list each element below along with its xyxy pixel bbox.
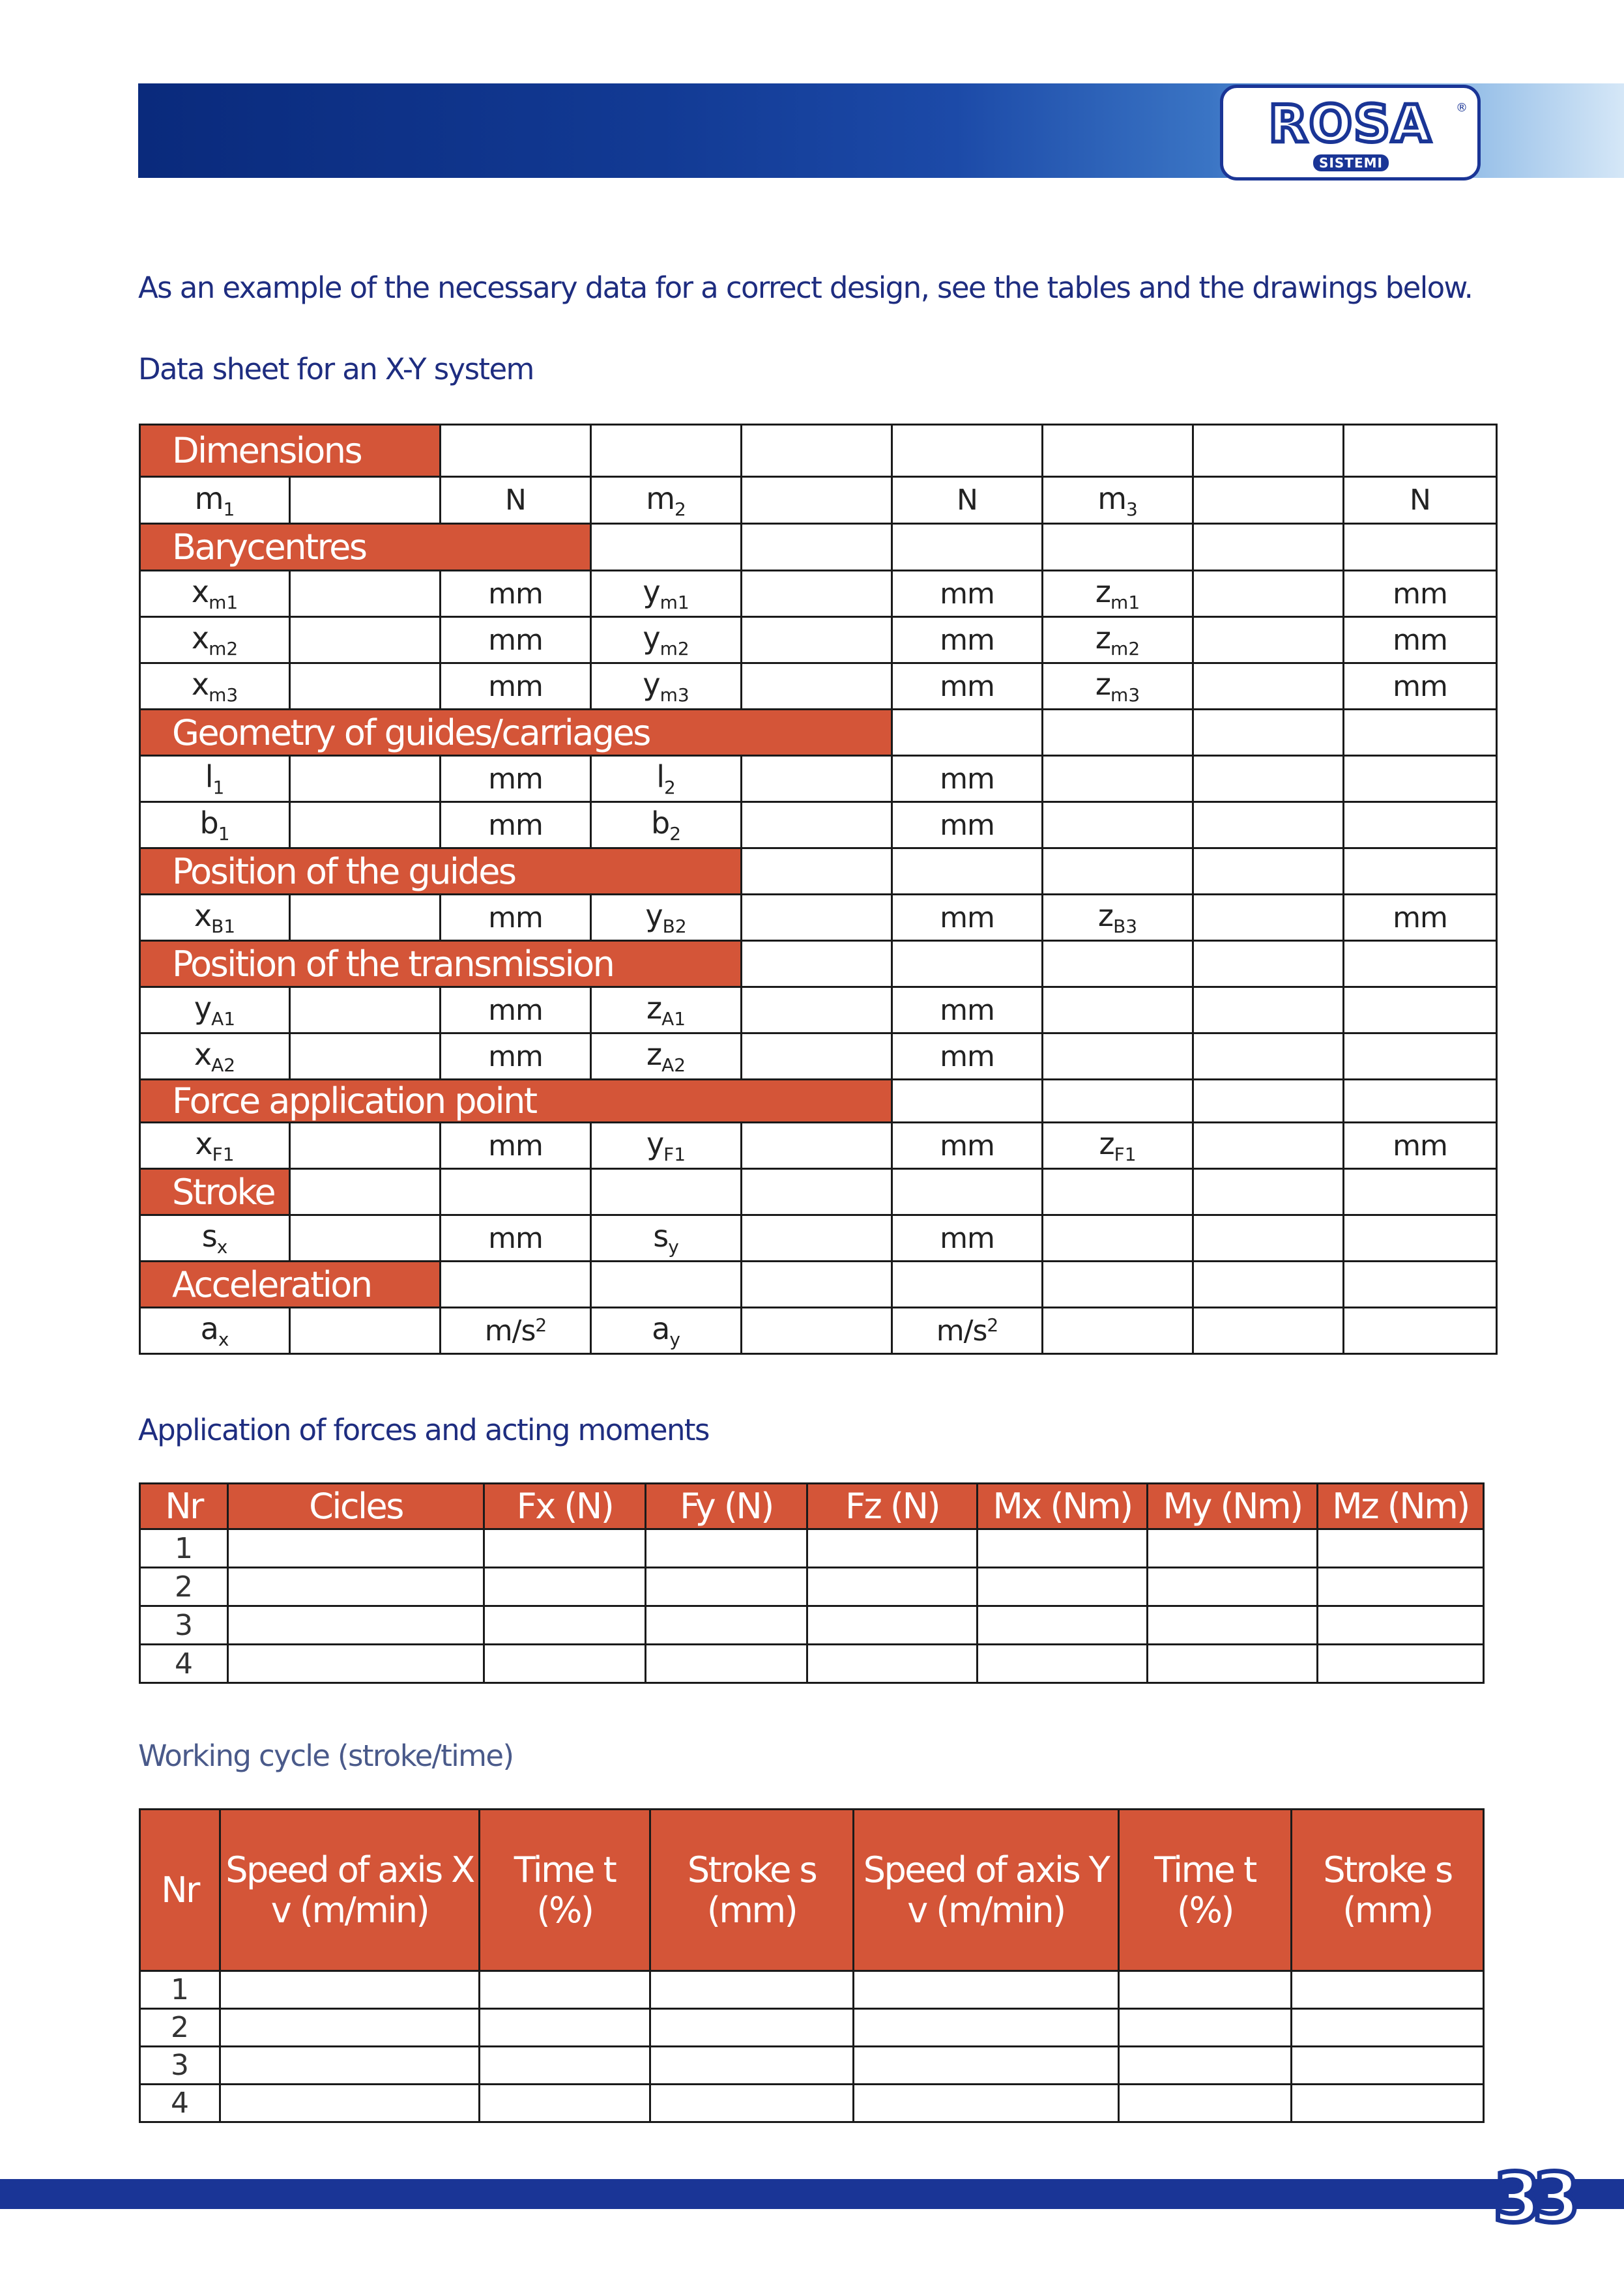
table-row <box>140 1033 1497 1080</box>
blank-cell <box>1193 1308 1344 1354</box>
input-cell[interactable] <box>290 663 441 710</box>
input-cell[interactable] <box>854 1971 1119 2009</box>
unit-label: mm <box>892 1033 1043 1080</box>
unit-label: $m/s^2$ <box>441 1308 591 1354</box>
blank-cell <box>1043 524 1193 571</box>
input-cell[interactable] <box>1318 1568 1484 1606</box>
blank-cell <box>1043 756 1193 802</box>
row-number: 4 <box>140 2085 220 2122</box>
input-cell[interactable] <box>1119 2047 1292 2085</box>
blank-cell <box>892 524 1043 571</box>
input-cell[interactable] <box>742 1033 892 1080</box>
unit-label: mm <box>892 663 1043 710</box>
input-cell[interactable] <box>228 1568 484 1606</box>
unit-label: mm <box>1344 617 1497 663</box>
input-cell[interactable] <box>484 1529 646 1568</box>
blank-cell <box>1344 1308 1497 1354</box>
input-cell[interactable] <box>1318 1606 1484 1645</box>
section-barycentres <box>140 524 1497 571</box>
input-cell[interactable] <box>1193 895 1344 941</box>
blank-cell <box>441 425 591 477</box>
column-header: Speed of axis Y v (m/min) <box>854 1810 1119 1971</box>
blank-cell <box>1193 1262 1344 1308</box>
unit-label: mm <box>892 1215 1043 1262</box>
input-cell[interactable] <box>650 2085 854 2122</box>
table-row <box>140 802 1497 848</box>
blank-cell <box>742 425 892 477</box>
input-cell[interactable] <box>480 1971 650 2009</box>
section-transmission <box>140 941 1497 987</box>
row-number: 2 <box>140 2009 220 2047</box>
input-cell[interactable] <box>854 2009 1119 2047</box>
unit-label: mm <box>441 756 591 802</box>
symbol-label: $s_x$ <box>140 1215 290 1262</box>
table-row <box>140 1645 1484 1683</box>
input-cell[interactable] <box>1193 663 1344 710</box>
input-cell[interactable] <box>290 895 441 941</box>
row-number: 1 <box>140 1971 220 2009</box>
blank-cell <box>1193 941 1344 987</box>
input-cell[interactable] <box>228 1606 484 1645</box>
input-cell[interactable] <box>1148 1645 1318 1683</box>
table-row <box>140 1606 1484 1645</box>
table-row <box>140 571 1497 617</box>
input-cell[interactable] <box>1292 2047 1484 2085</box>
intro-text: As an example of the necessary data for a correct design, see the tables and the drawings below. <box>138 270 1473 305</box>
input-cell[interactable] <box>220 2085 480 2122</box>
unit-label: mm <box>892 617 1043 663</box>
row-number: 1 <box>140 1529 228 1568</box>
section-title: Barycentres <box>140 524 591 571</box>
unit-label: mm <box>441 1215 591 1262</box>
symbol-label: $z_{m2}$ <box>1043 617 1193 663</box>
symbol-label: $z_{m3}$ <box>1043 663 1193 710</box>
input-cell[interactable] <box>807 1645 978 1683</box>
table-row <box>140 895 1497 941</box>
blank-cell <box>1344 756 1497 802</box>
blank-cell <box>742 1169 892 1215</box>
blank-cell <box>1043 941 1193 987</box>
table-row <box>140 1308 1497 1354</box>
sheet-caption: Data sheet for an X-Y system <box>138 352 534 386</box>
blank-cell <box>1043 1215 1193 1262</box>
input-cell[interactable] <box>650 2009 854 2047</box>
table-row <box>140 617 1497 663</box>
input-cell[interactable] <box>1148 1568 1318 1606</box>
blank-cell <box>1344 1033 1497 1080</box>
blank-cell <box>1043 1308 1193 1354</box>
column-header: Fx (N) <box>484 1484 646 1529</box>
blank-cell <box>742 848 892 895</box>
column-header: Time t (%) <box>1119 1810 1292 1971</box>
table-row <box>140 1971 1484 2009</box>
column-header: Speed of axis X v (m/min) <box>220 1810 480 1971</box>
table-row <box>140 2085 1484 2122</box>
symbol-label: $y_{m2}$ <box>591 617 742 663</box>
footer-band <box>0 2179 1624 2209</box>
input-cell[interactable] <box>742 802 892 848</box>
blank-cell <box>1193 848 1344 895</box>
unit-label: mm <box>441 802 591 848</box>
input-cell[interactable] <box>1148 1606 1318 1645</box>
input-cell[interactable] <box>1292 2085 1484 2122</box>
input-cell[interactable] <box>742 477 892 524</box>
table-row <box>140 2009 1484 2047</box>
input-cell[interactable] <box>290 802 441 848</box>
column-header: Nr <box>140 1810 220 1971</box>
input-cell[interactable] <box>1119 2009 1292 2047</box>
blank-cell <box>742 941 892 987</box>
symbol-label: $y_{F1}$ <box>591 1123 742 1169</box>
input-cell[interactable] <box>228 1529 484 1568</box>
unit-label: mm <box>1344 663 1497 710</box>
input-cell[interactable] <box>290 987 441 1033</box>
input-cell[interactable] <box>978 1645 1148 1683</box>
blank-cell <box>742 524 892 571</box>
input-cell[interactable] <box>742 663 892 710</box>
blank-cell <box>1344 848 1497 895</box>
input-cell[interactable] <box>290 1215 441 1262</box>
symbol-label: $x_{m3}$ <box>140 663 290 710</box>
input-cell[interactable] <box>220 2009 480 2047</box>
blank-cell <box>290 1169 441 1215</box>
column-header: My (Nm) <box>1148 1484 1318 1529</box>
table-row <box>140 1568 1484 1606</box>
input-cell[interactable] <box>742 571 892 617</box>
blank-cell <box>1344 1215 1497 1262</box>
unit-label: mm <box>441 1123 591 1169</box>
blank-cell <box>1043 802 1193 848</box>
input-cell[interactable] <box>742 895 892 941</box>
blank-cell <box>1043 425 1193 477</box>
blank-cell <box>1193 987 1344 1033</box>
column-header: Stroke s (mm) <box>650 1810 854 1971</box>
rosa-sistemi-logo <box>1220 85 1481 181</box>
unit-label: mm <box>441 987 591 1033</box>
section-title: Position of the guides <box>140 848 742 895</box>
forces-caption: Application of forces and acting moments <box>138 1413 709 1447</box>
symbol-label: $s_y$ <box>591 1215 742 1262</box>
unit-label: mm <box>892 802 1043 848</box>
cycle-caption: Working cycle (stroke/time) <box>138 1739 514 1773</box>
input-cell[interactable] <box>220 2047 480 2085</box>
section-force-point <box>140 1080 1497 1123</box>
blank-cell <box>1043 710 1193 756</box>
input-cell[interactable] <box>978 1568 1148 1606</box>
blank-cell <box>1043 1080 1193 1123</box>
input-cell[interactable] <box>1193 477 1344 524</box>
unit-label: mm <box>441 571 591 617</box>
symbol-label: $x_{m1}$ <box>140 571 290 617</box>
blank-cell <box>1193 756 1344 802</box>
input-cell[interactable] <box>1318 1529 1484 1568</box>
logo-wordmark: ROSA <box>1268 95 1432 154</box>
blank-cell <box>1344 1169 1497 1215</box>
input-cell[interactable] <box>220 1971 480 2009</box>
unit-label: mm <box>892 987 1043 1033</box>
blank-cell <box>1043 1033 1193 1080</box>
input-cell[interactable] <box>484 1568 646 1606</box>
table-row <box>140 477 1497 524</box>
column-header: Mz (Nm) <box>1318 1484 1484 1529</box>
row-number: 3 <box>140 2047 220 2085</box>
unit-label: N <box>1344 477 1497 524</box>
input-cell[interactable] <box>854 2047 1119 2085</box>
column-header: Cicles <box>228 1484 484 1529</box>
working-cycle-table <box>139 1808 1485 2123</box>
blank-cell <box>892 710 1043 756</box>
section-title: Geometry of guides/carriages <box>140 710 892 756</box>
blank-cell <box>1193 1169 1344 1215</box>
blank-cell <box>1043 1262 1193 1308</box>
input-cell[interactable] <box>854 2085 1119 2122</box>
blank-cell <box>892 1262 1043 1308</box>
input-cell[interactable] <box>807 1568 978 1606</box>
symbol-label: $m_2$ <box>591 477 742 524</box>
table-header-row <box>140 1484 1484 1529</box>
section-stroke <box>140 1169 1497 1215</box>
input-cell[interactable] <box>650 1971 854 2009</box>
table-row <box>140 663 1497 710</box>
input-cell[interactable] <box>807 1606 978 1645</box>
input-cell[interactable] <box>742 987 892 1033</box>
table-row <box>140 756 1497 802</box>
input-cell[interactable] <box>742 1123 892 1169</box>
input-cell[interactable] <box>1318 1645 1484 1683</box>
input-cell[interactable] <box>1119 2085 1292 2122</box>
section-title: Stroke <box>140 1169 290 1215</box>
unit-label: mm <box>892 895 1043 941</box>
unit-label: $m/s^2$ <box>892 1308 1043 1354</box>
blank-cell <box>591 524 742 571</box>
input-cell[interactable] <box>978 1606 1148 1645</box>
page-number: 33 <box>1493 2158 1573 2238</box>
table-header-row <box>140 1810 1484 1971</box>
unit-label: mm <box>441 663 591 710</box>
input-cell[interactable] <box>807 1529 978 1568</box>
symbol-label: $y_{A1}$ <box>140 987 290 1033</box>
input-cell[interactable] <box>290 756 441 802</box>
input-cell[interactable] <box>484 1606 646 1645</box>
blank-cell <box>1193 425 1344 477</box>
blank-cell <box>1344 802 1497 848</box>
input-cell[interactable] <box>290 1123 441 1169</box>
symbol-label: $z_{F1}$ <box>1043 1123 1193 1169</box>
input-cell[interactable] <box>646 1529 807 1568</box>
input-cell[interactable] <box>228 1645 484 1683</box>
blank-cell <box>1043 987 1193 1033</box>
blank-cell <box>892 1080 1043 1123</box>
table-row <box>140 1529 1484 1568</box>
symbol-label: $l_2$ <box>591 756 742 802</box>
blank-cell <box>1193 1033 1344 1080</box>
table-row <box>140 2047 1484 2085</box>
symbol-label: $b_2$ <box>591 802 742 848</box>
section-title: Position of the transmission <box>140 941 742 987</box>
symbol-label: $m_3$ <box>1043 477 1193 524</box>
input-cell[interactable] <box>484 1645 646 1683</box>
input-cell[interactable] <box>1193 1123 1344 1169</box>
symbol-label: $z_{B3}$ <box>1043 895 1193 941</box>
symbol-label: $x_{m2}$ <box>140 617 290 663</box>
input-cell[interactable] <box>742 1215 892 1262</box>
unit-label: mm <box>441 1033 591 1080</box>
table-row <box>140 1215 1497 1262</box>
table-row <box>140 987 1497 1033</box>
blank-cell <box>1193 1080 1344 1123</box>
section-acceleration <box>140 1262 1497 1308</box>
section-title: Force application point <box>140 1080 892 1123</box>
input-cell[interactable] <box>290 571 441 617</box>
blank-cell <box>892 848 1043 895</box>
input-cell[interactable] <box>742 1308 892 1354</box>
blank-cell <box>1344 1262 1497 1308</box>
input-cell[interactable] <box>742 617 892 663</box>
blank-cell <box>1344 524 1497 571</box>
input-cell[interactable] <box>1292 1971 1484 2009</box>
unit-label: mm <box>1344 571 1497 617</box>
column-header: Time t (%) <box>480 1810 650 1971</box>
input-cell[interactable] <box>290 477 441 524</box>
input-cell[interactable] <box>480 2085 650 2122</box>
blank-cell <box>892 941 1043 987</box>
blank-cell <box>892 1169 1043 1215</box>
blank-cell <box>1193 524 1344 571</box>
blank-cell <box>1043 1169 1193 1215</box>
row-number: 2 <box>140 1568 228 1606</box>
symbol-label: $a_y$ <box>591 1308 742 1354</box>
symbol-label: $b_1$ <box>140 802 290 848</box>
blank-cell <box>1344 987 1497 1033</box>
row-number: 4 <box>140 1645 228 1683</box>
blank-cell <box>1344 710 1497 756</box>
unit-label: N <box>892 477 1043 524</box>
section-title: Dimensions <box>140 425 441 477</box>
column-header: Fz (N) <box>807 1484 978 1529</box>
xy-data-sheet-table <box>139 424 1498 1355</box>
blank-cell <box>591 1169 742 1215</box>
blank-cell <box>1193 802 1344 848</box>
blank-cell <box>591 1262 742 1308</box>
input-cell[interactable] <box>1292 2009 1484 2047</box>
input-cell[interactable] <box>290 617 441 663</box>
section-dimensions <box>140 425 1497 477</box>
symbol-label: $y_{m3}$ <box>591 663 742 710</box>
unit-label: mm <box>892 756 1043 802</box>
unit-label: mm <box>1344 895 1497 941</box>
input-cell[interactable] <box>480 2047 650 2085</box>
unit-label: mm <box>892 571 1043 617</box>
blank-cell <box>1344 1080 1497 1123</box>
section-geometry <box>140 710 1497 756</box>
row-number: 3 <box>140 1606 228 1645</box>
blank-cell <box>892 425 1043 477</box>
input-cell[interactable] <box>646 1606 807 1645</box>
input-cell[interactable] <box>480 2009 650 2047</box>
unit-label: mm <box>892 1123 1043 1169</box>
input-cell[interactable] <box>650 2047 854 2085</box>
column-header: Stroke s (mm) <box>1292 1810 1484 1971</box>
section-guides <box>140 848 1497 895</box>
input-cell[interactable] <box>978 1529 1148 1568</box>
blank-cell <box>1043 848 1193 895</box>
forces-moments-table <box>139 1482 1485 1684</box>
symbol-label: $x_{B1}$ <box>140 895 290 941</box>
symbol-label: $z_{A1}$ <box>591 987 742 1033</box>
logo-subtext: SISTEMI <box>1319 155 1383 171</box>
logo-registered-mark: ® <box>1456 101 1468 115</box>
column-header: Nr <box>140 1484 228 1529</box>
blank-cell <box>591 425 742 477</box>
symbol-label: $m_1$ <box>140 477 290 524</box>
input-cell[interactable] <box>742 756 892 802</box>
blank-cell <box>1193 1215 1344 1262</box>
symbol-label: $z_{A2}$ <box>591 1033 742 1080</box>
symbol-label: $z_{m1}$ <box>1043 571 1193 617</box>
symbol-label: $l_1$ <box>140 756 290 802</box>
column-header: Fy (N) <box>646 1484 807 1529</box>
input-cell[interactable] <box>1193 571 1344 617</box>
blank-cell <box>1193 710 1344 756</box>
input-cell[interactable] <box>1148 1529 1318 1568</box>
blank-cell <box>441 1169 591 1215</box>
symbol-label: $x_{F1}$ <box>140 1123 290 1169</box>
blank-cell <box>1344 425 1497 477</box>
blank-cell <box>742 1262 892 1308</box>
input-cell[interactable] <box>1119 1971 1292 2009</box>
input-cell[interactable] <box>646 1568 807 1606</box>
input-cell[interactable] <box>1193 617 1344 663</box>
input-cell[interactable] <box>646 1645 807 1683</box>
unit-label: mm <box>1344 1123 1497 1169</box>
unit-label: mm <box>441 617 591 663</box>
input-cell[interactable] <box>290 1308 441 1354</box>
blank-cell <box>1344 941 1497 987</box>
blank-cell <box>441 1262 591 1308</box>
unit-label: mm <box>441 895 591 941</box>
unit-label: N <box>441 477 591 524</box>
table-row <box>140 1123 1497 1169</box>
symbol-label: $a_x$ <box>140 1308 290 1354</box>
section-title: Acceleration <box>140 1262 441 1308</box>
symbol-label: $y_{B2}$ <box>591 895 742 941</box>
column-header: Mx (Nm) <box>978 1484 1148 1529</box>
symbol-label: $x_{A2}$ <box>140 1033 290 1080</box>
symbol-label: $y_{m1}$ <box>591 571 742 617</box>
input-cell[interactable] <box>290 1033 441 1080</box>
